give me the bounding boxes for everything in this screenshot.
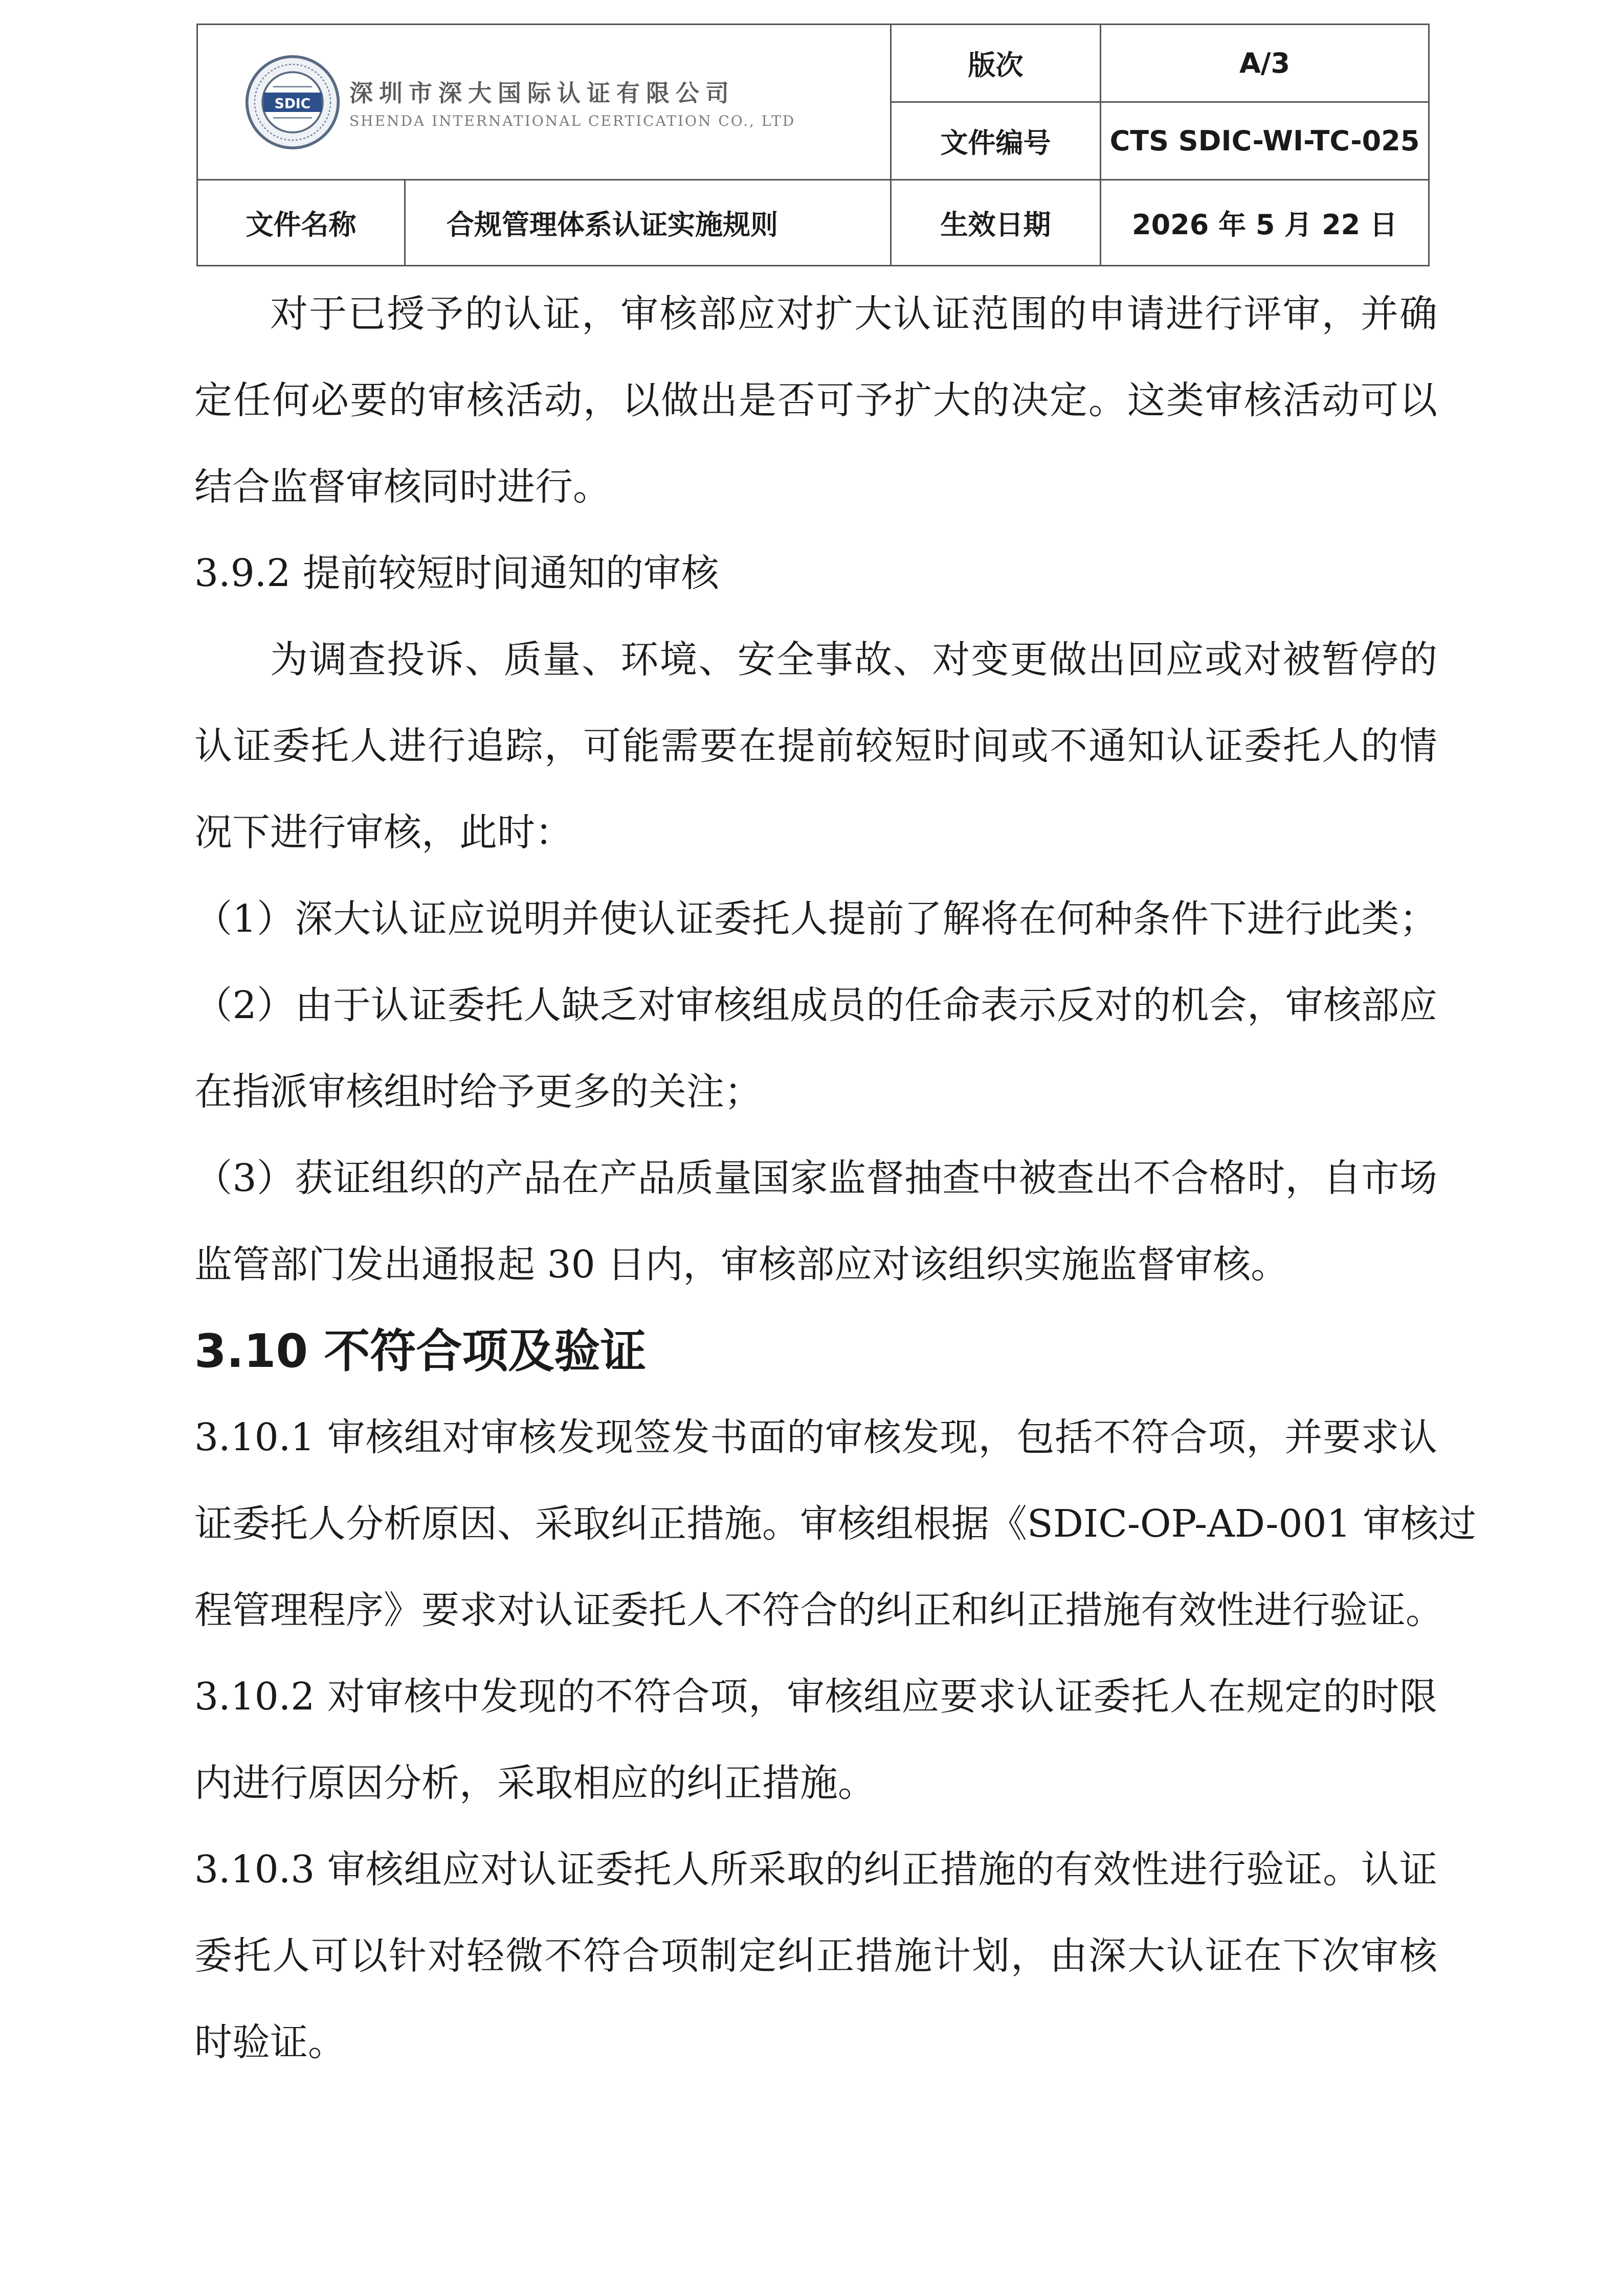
paragraph-line: 定任何必要的审核活动，以做出是否可予扩大的决定。这类审核活动可以 [194,378,1437,422]
paragraph-line: 委托人可以针对轻微不符合项制定纠正措施计划，由深大认证在下次审核 [194,1934,1437,1978]
document-body [194,271,1477,2086]
paragraph-line: 时验证。 [194,2020,346,2064]
file-number-label: 文件编号 [891,102,1101,180]
file-name-value: 合规管理体系认证实施规则 [405,180,891,266]
file-name-label: 文件名称 [197,180,405,266]
clause-line: 3.10.3 审核组应对认证委托人所采取的纠正措施的有效性进行验证。认证 [194,1848,1437,1892]
effective-date-label: 生效日期 [891,180,1101,266]
clause-line: 3.10.2 对审核中发现的不符合项，审核组应要求认证委托人在规定的时限 [194,1675,1437,1719]
version-label: 版次 [891,25,1101,102]
subsection-heading: 3.9.2 提前较短时间通知的审核 [194,551,719,595]
list-item: （2）由于认证委托人缺乏对审核组成员的任命表示反对的机会，审核部应 [194,983,1437,1027]
version-value: A/3 [1101,25,1429,102]
clause-line: 3.10.1 审核组对审核发现签发书面的审核发现，包括不符合项，并要求认 [194,1415,1437,1459]
company-name-cn: 深圳市深大国际认证有限公司 [349,79,735,107]
paragraph-line: 在指派审核组时给予更多的关注； [194,1070,762,1114]
effective-date-value: 2026 年 5 月 22 日 [1101,180,1429,266]
document-header-table [196,24,1430,266]
svg-text:SDIC: SDIC [274,95,311,111]
list-item: （1）深大认证应说明并使认证委托人提前了解将在何种条件下进行此类； [194,897,1437,941]
company-logo-cell [197,25,891,180]
paragraph-line: 证委托人分析原因、采取纠正措施。审核组根据《SDIC-OP-AD-001 审核过 [194,1502,1477,1546]
paragraph-line: 监管部门发出通报起 30 日内，审核部应对该组织实施监督审核。 [194,1243,1289,1287]
paragraph-line: 结合监督审核同时进行。 [194,465,611,509]
paragraph-line: 对于已授予的认证，审核部应对扩大认证范围的申请进行评审，并确 [270,292,1437,336]
company-seal-logo [244,54,341,151]
paragraph-line: 程管理程序》要求对认证委托人不符合的纠正和纠正措施有效性进行验证。 [194,1588,1443,1632]
paragraph-line: 为调查投诉、质量、环境、安全事故、对变更做出回应或对被暂停的 [270,638,1437,682]
section-heading: 3.10 不符合项及验证 [194,1324,647,1378]
company-name-en: SHENDA INTERNATIONAL CERTICATION CO., LTD [349,112,796,129]
paragraph-line: 况下进行审核，此时： [194,811,573,854]
file-number-value: CTS SDIC-WI-TC-025 [1101,102,1429,180]
paragraph-line: 内进行原因分析，采取相应的纠正措施。 [194,1761,876,1805]
paragraph-line: 认证委托人进行追踪，可能需要在提前较短时间或不通知认证委托人的情 [194,724,1437,768]
list-item: （3）获证组织的产品在产品质量国家监督抽查中被查出不合格时，自市场 [194,1156,1437,1200]
